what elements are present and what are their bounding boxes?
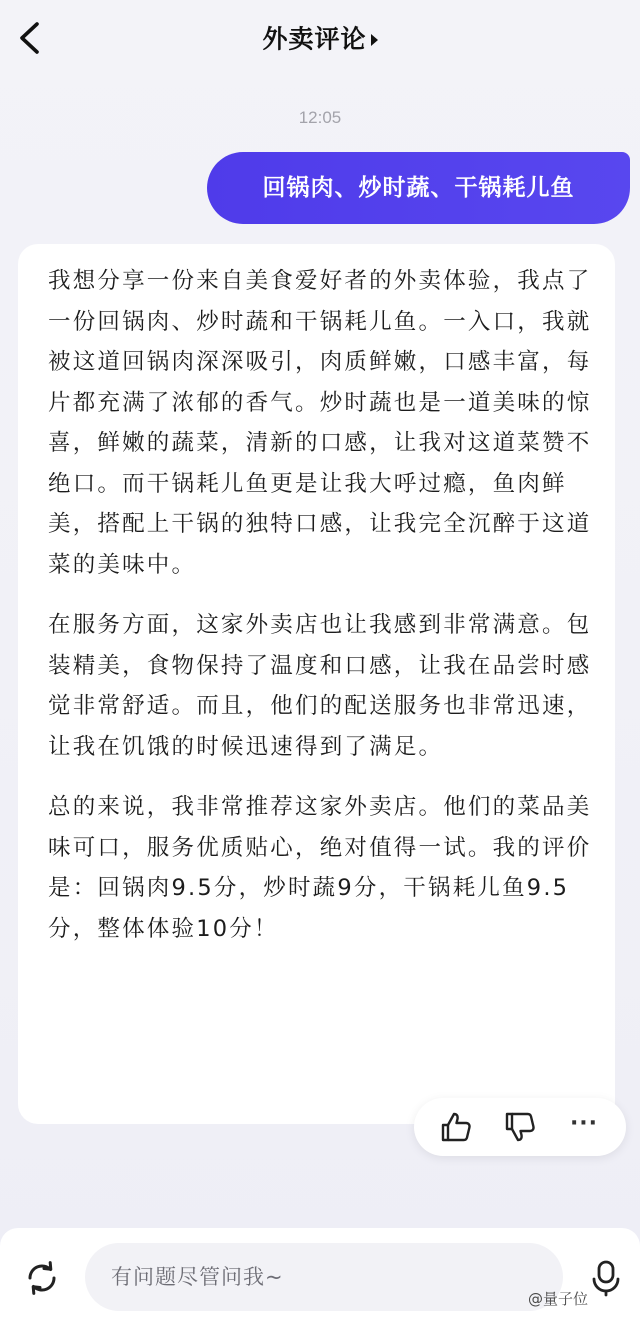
dislike-button[interactable]: [502, 1109, 538, 1145]
voice-button[interactable]: [588, 1258, 624, 1298]
more-options-button[interactable]: ···: [569, 1111, 599, 1136]
header: [0, 0, 640, 80]
reply-paragraph-3: 总的来说，我非常推荐这家外卖店。他们的菜品美味可口，服务优质贴心，绝对值得一试。我的评价是：回锅肉9.5分，炒时蔬9分，干锅耗儿鱼9.5分，整体体验10分！: [48, 794, 592, 942]
like-button[interactable]: [438, 1109, 474, 1145]
page-title: 外卖评论: [262, 24, 367, 54]
watermark-logo: @量子位: [528, 1290, 589, 1308]
reply-actions-bar: [414, 1098, 626, 1156]
reply-paragraph-1: 我想分享一份来自美食爱好者的外卖体验，我点了一份回锅肉、炒时蔬和干锅耗儿鱼。一入口，我就被这道回锅肉深深吸引，肉质鲜嫩，口感丰富，每片都充满了浓郁的香气。炒时蔬也是一道美味的惊喜，鲜嫩的蔬菜，清新的口感，让我对这道菜赞不绝口。而干锅耗儿鱼更是让我大呼过瘾，鱼肉鲜美，搭配上干锅的独特口感，让我完全沉醉于这道菜的美味中。: [48, 268, 592, 578]
microphone-icon: [588, 1258, 624, 1298]
thumbs-down-icon: [502, 1109, 538, 1145]
refresh-icon: [22, 1258, 62, 1298]
message-timestamp: 12:05: [298, 108, 342, 127]
caret-right-icon: [371, 34, 378, 46]
assistant-reply-card: [18, 244, 615, 1124]
new-chat-button[interactable]: [22, 1258, 62, 1298]
title-wrap[interactable]: [0, 20, 640, 58]
chat-input[interactable]: [111, 1243, 541, 1311]
thumbs-up-icon: [438, 1109, 474, 1145]
user-message-bubble: 回锅肉、炒时蔬、干锅耗儿鱼: [207, 152, 630, 224]
chat-input-box[interactable]: [85, 1243, 563, 1311]
reply-paragraph-2: 在服务方面，这家外卖店也让我感到非常满意。包装精美，食物保持了温度和口感，让我在品尝时感觉非常舒适。而且，他们的配送服务也非常迅速，让我在饥饿的时候迅速得到了满足。: [48, 612, 592, 760]
